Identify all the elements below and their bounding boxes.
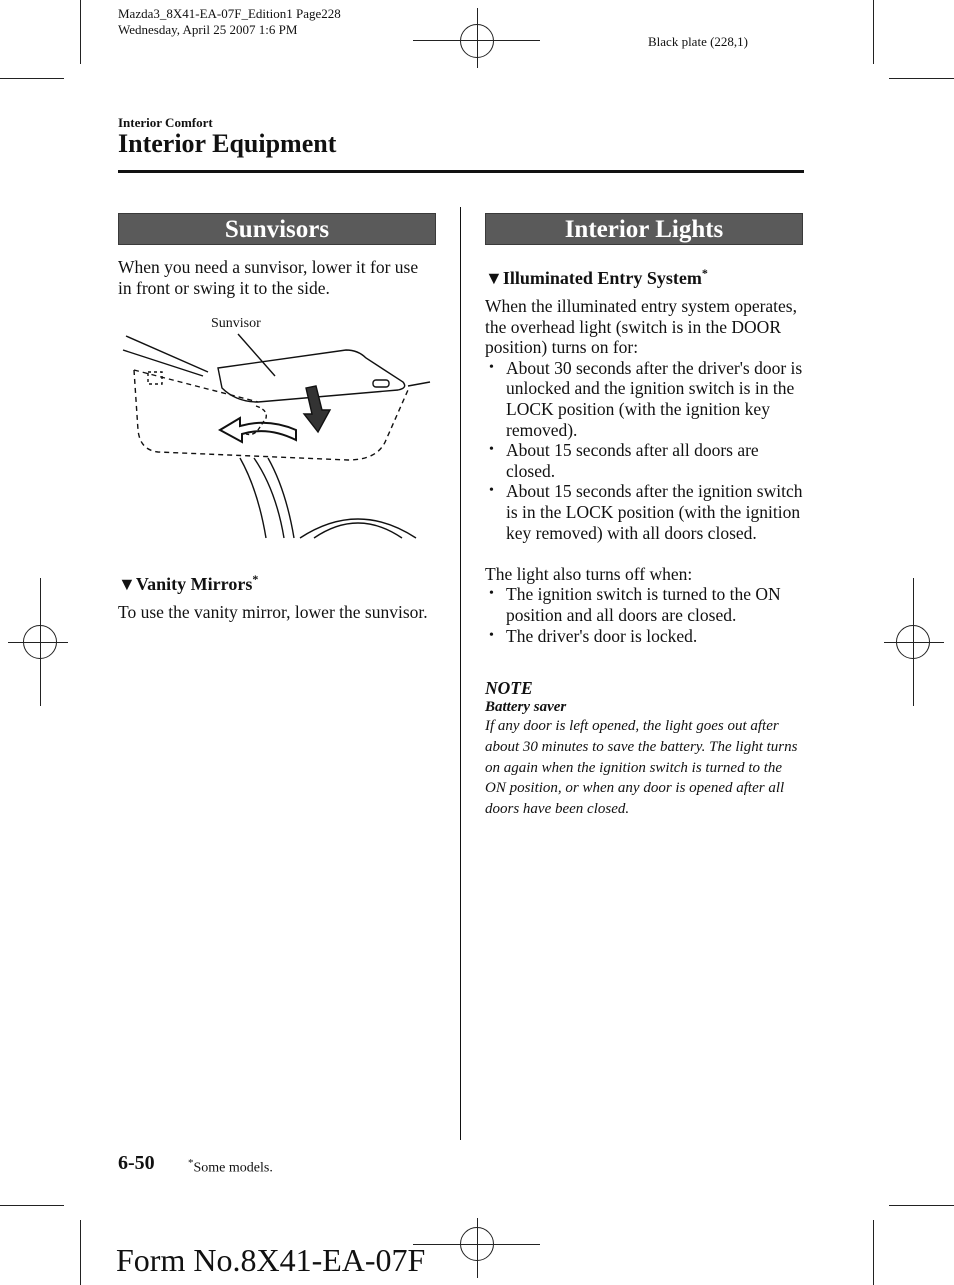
triangle-marker-icon: ▼	[485, 268, 503, 288]
list-item: • About 15 seconds after all doors are closed.	[485, 440, 805, 481]
lights-off-list	[485, 584, 805, 646]
triangle-marker-icon: ▼	[118, 574, 136, 594]
vanity-mirrors-text: To use the vanity mirror, lower the sunvisor.	[118, 602, 428, 622]
print-header-line2: Wednesday, April 25 2007 1:6 PM	[118, 22, 298, 37]
lights-on-list	[485, 358, 805, 543]
page-number: 6-50	[118, 1152, 155, 1174]
sunvisor-figure	[118, 310, 436, 540]
title-rule	[118, 170, 804, 173]
illuminated-entry-title: Illuminated Entry System	[502, 268, 702, 288]
sunvisors-intro: When you need a sunvisor, lower it for use in front or swing it to the side.	[118, 257, 419, 298]
print-header	[118, 6, 341, 38]
interior-lights-bar: Interior Lights	[485, 213, 803, 245]
sunvisor-label: Sunvisor	[211, 316, 261, 331]
illuminated-entry-body	[485, 296, 805, 646]
vanity-mirrors-heading	[118, 568, 258, 595]
list-item: • The driver's door is locked.	[485, 626, 805, 647]
page-title: Interior Equipment	[118, 129, 337, 158]
asterisk-icon: *	[188, 1157, 194, 1169]
list-item: • The ignition switch is turned to the ON position and all doors are closed.	[485, 584, 805, 625]
illuminated-entry-intro: When the illuminated entry system operates, the overhead light (switch is in the DOOR position) turns on for:	[485, 296, 797, 358]
asterisk-icon: *	[701, 266, 708, 280]
vanity-mirrors-title: Vanity Mirrors	[135, 574, 253, 594]
sunvisors-bar: Sunvisors	[118, 213, 436, 245]
asterisk-icon: *	[252, 572, 259, 586]
list-item: • About 30 seconds after the driver's door is unlocked and the ignition switch is in the LOCK position (with the ignition key removed).	[485, 358, 805, 440]
section-label: Interior Comfort	[118, 115, 213, 130]
note-title: NOTE	[485, 678, 533, 698]
lights-off-intro: The light also turns off when:	[485, 563, 693, 584]
print-header-line1: Mazda3_8X41-EA-07F_Edition1 Page228	[118, 6, 341, 21]
list-item: • About 15 seconds after the ignition switch is in the LOCK position (with the ignition key removed) with all doors closed.	[485, 481, 805, 543]
column-divider	[460, 207, 461, 1140]
footnote-text: Some models.	[193, 1160, 273, 1176]
note-subtitle: Battery saver	[485, 699, 567, 715]
note-text: If any door is left opened, the light goes out after about 30 minutes to save the battery. The light turns on again when the ignition switch is turned to the ON position, or when any door is opened after all doors have been closed.	[485, 718, 798, 818]
sunvisor-illustration	[118, 310, 436, 540]
illuminated-entry-heading	[485, 262, 708, 289]
footnote	[188, 1157, 273, 1177]
plate-label: Black plate (228,1)	[648, 34, 748, 49]
form-number: Form No.8X41-EA-07F	[116, 1242, 426, 1278]
note-block	[485, 678, 803, 820]
